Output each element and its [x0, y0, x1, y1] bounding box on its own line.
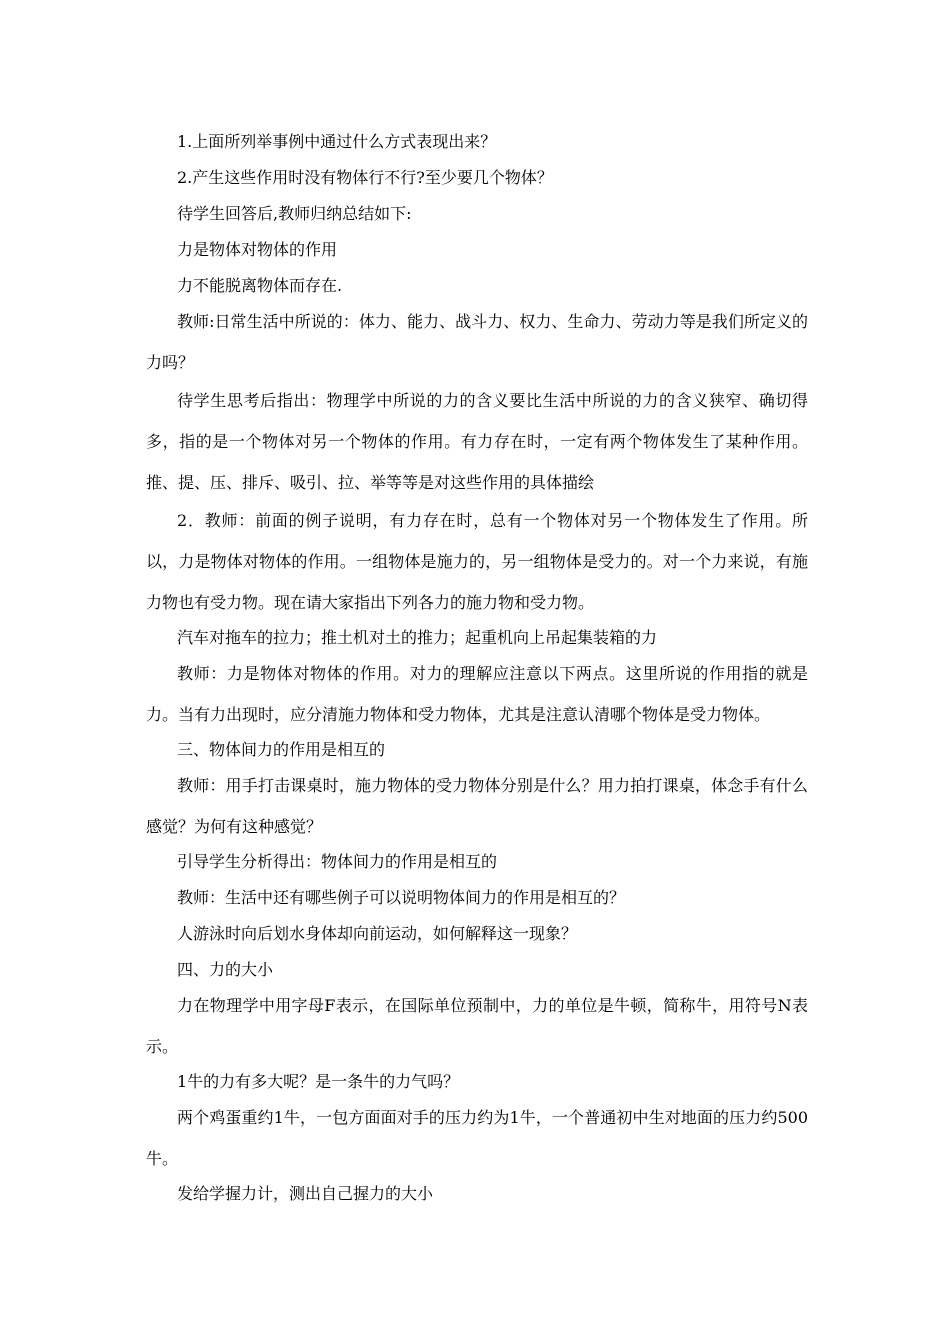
paragraph: 2.产生这些作用时没有物体行不行?至少要几个物体？: [177, 168, 553, 187]
document-body: [146, 124, 808, 1212]
paragraph: 两个鸡蛋重约1牛，一包方面面对手的压力约为1牛，一个普通初中生对地面的压力约500牛。: [146, 1108, 808, 1168]
paragraph: 待学生思考后指出：物理学中所说的力的含义要比生活中所说的力的含义狭窄、确切得多，指的是一个物体对另一个物体的作用。有力存在时，一定有两个物体发生了某种作用。推、提、压、排斥、吸引、拉、举等等是对这些作用的具体描绘: [146, 391, 808, 492]
paragraph: 教师：生活中还有哪些例子可以说明物体间力的作用是相互的？: [177, 888, 626, 907]
paragraph: 引导学生分析得出：物体间力的作用是相互的: [177, 852, 498, 871]
paragraph: 1牛的力有多大呢？是一条牛的力气吗？: [177, 1072, 460, 1091]
section-heading: 三、物体间力的作用是相互的: [177, 740, 386, 759]
paragraph: 人游泳时向后划水身体却向前运动，如何解释这一现象？: [177, 924, 578, 943]
paragraph: 2．教师：前面的例子说明，有力存在时，总有一个物体对另一个物体发生了作用。所以，力是物体对物体的作用。一组物体是施力的，另一组物体是受力的。对一个力来说，有施力物也有受力物。现在请大家指出下列各力的施力物和受力物。: [146, 511, 808, 612]
paragraph: 力在物理学中用字母F表示，在国际单位预制中，力的单位是牛顿，简称牛，用符号N表示。: [146, 996, 808, 1056]
paragraph: 教师：用手打击课桌时，施力物体的受力物体分别是什么？用力拍打课桌，体念手有什么感觉？为何有这种感觉？: [146, 776, 808, 836]
paragraph: 发给学握力计，测出自己握力的大小: [177, 1184, 434, 1203]
paragraph: 1.上面所列举事例中通过什么方式表现出来？: [177, 132, 497, 151]
paragraph: 待学生回答后,教师归纳总结如下:: [177, 204, 412, 223]
paragraph: 教师：力是物体对物体的作用。对力的理解应注意以下两点。这里所说的作用指的就是力。当有力出现时，应分清施力物体和受力物体，尤其是注意认清哪个物体是受力物体。: [146, 664, 808, 724]
paragraph: 教师:日常生活中所说的：体力、能力、战斗力、权力、生命力、劳动力等是我们所定义的力吗？: [146, 312, 808, 372]
paragraph: 汽车对拖车的拉力；推土机对土的推力；起重机向上吊起集装箱的力: [177, 628, 658, 647]
section-heading: 四、力的大小: [177, 960, 274, 979]
paragraph: 力不能脱离物体而存在.: [177, 276, 343, 295]
paragraph: 力是物体对物体的作用: [177, 240, 338, 259]
